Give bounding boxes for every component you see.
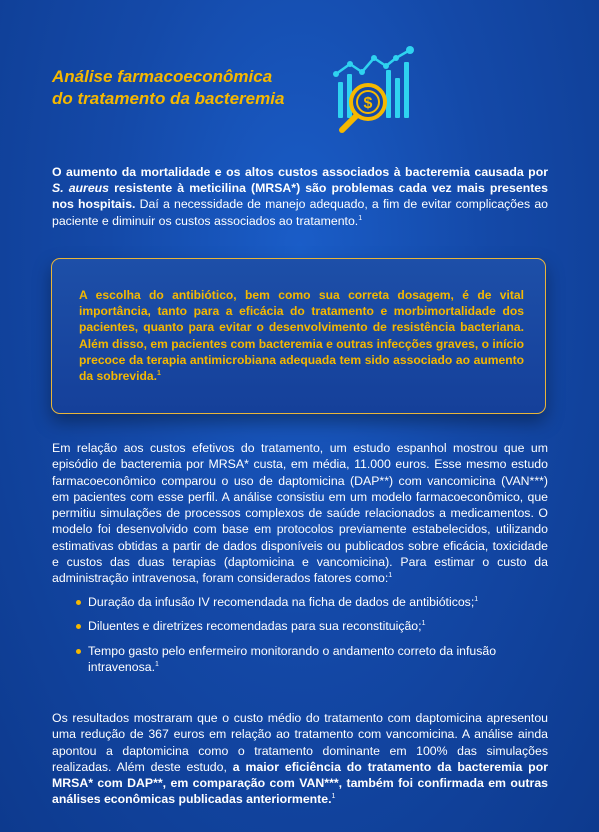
intro-paragraph (52, 164, 548, 229)
cost-text: Em relação aos custos efetivos do tratamento, um estudo espanhol mostrou que um episódio de bacteremia por MRSA* custa, em média, 11.000 euros. Esse mesmo estudo farmacoeconômico comparou o uso de daptomicina (DAP**) com vancomicina (VAN***) em pacientes com esse perfil. A análise consistiu em um modelo farmacoeconômico, que permitiu simulações de processos complexos de saúde relacionados a medicamentos. O modelo foi desenvolvido com base em protocolos previamente estabelecidos, utilizando estimativas obtidas a partir de dados disponíveis ou publicados sobre eficácia, toxicidade e custos das duas terapias (daptomicina e vancomicina). Para estimar o custo da administração intravenosa, foram considerados fatores como: (52, 441, 548, 586)
callout-body: A escolha do antibiótico, bem como sua correta dosagem, é de vital importância, tanto para a eficácia do tratamento e morbimortalidade dos pacientes, quanto para evitar o desenvolvimento de resistência bacteriana. Além disso, em pacientes com bacteremia e outras infecções graves, o início precoce da terapia antimicrobiana adequada tem sido associado ao aumento da sobrevida. (79, 288, 524, 384)
results-paragraph (52, 710, 548, 808)
header (52, 66, 332, 110)
list-item (76, 594, 546, 610)
bullet-icon (76, 649, 81, 654)
results-ref: 1 (331, 793, 336, 801)
chart-dollar-magnifier-icon (330, 44, 422, 136)
intro-bold: O aumento da mortalidade e os altos custos associados à bacteremia causada por (52, 165, 548, 179)
svg-text:$: $ (363, 95, 373, 112)
page-title (52, 66, 332, 110)
cost-paragraph (52, 440, 548, 587)
factors-list (76, 594, 546, 675)
callout-text (79, 287, 524, 384)
bullet-icon (76, 624, 81, 629)
list-item (76, 618, 546, 634)
results-regular: Os resultados mostraram que o custo médio do tratamento com daptomicina apresentou uma redução de 367 euros em relação ao tratamento com vancomicina. A análise ainda apontou a daptomicina como o tratamento dominante em 100% das simulações realizadas. Além deste estudo, (52, 711, 548, 774)
cost-ref: 1 (388, 572, 393, 580)
list-item-ref: 1 (474, 595, 479, 603)
title-line-2: do tratamento da bacteremia (52, 89, 285, 108)
list-item-ref: 1 (155, 660, 159, 668)
title-line-1: Análise farmacoeconômica (52, 67, 273, 86)
intro-bold-tail: resistente à meticilina (MRSA*) são problemas cada vez mais presentes nos hospitais. (52, 181, 548, 212)
results-bold: a maior eficiência do tratamento da bacteremia por MRSA* com DAP**, em comparação com VAN***, também foi confirmada em outras análises econômicas publicadas anteriormente. (52, 759, 548, 807)
bullet-icon (76, 600, 81, 605)
intro-species: S. aureus (52, 181, 110, 196)
list-item-text: Diluentes e diretrizes recomendadas para sua reconstituição; (88, 619, 422, 634)
list-item (76, 643, 546, 676)
intro-regular: Daí a necessidade de manejo adequado, a fim de evitar complicações ao paciente e diminuir os custos associados ao tratamento. (52, 197, 548, 228)
list-item-text: Duração da infusão IV recomendada na ficha de dados de antibióticos; (88, 595, 475, 609)
callout-box (51, 258, 546, 414)
list-item-text: Tempo gasto pelo enfermeiro monitorando o andamento correto da infusão intravenosa. (88, 643, 497, 674)
callout-ref: 1 (156, 369, 161, 377)
list-item-ref: 1 (421, 620, 426, 628)
intro-ref: 1 (358, 214, 363, 222)
